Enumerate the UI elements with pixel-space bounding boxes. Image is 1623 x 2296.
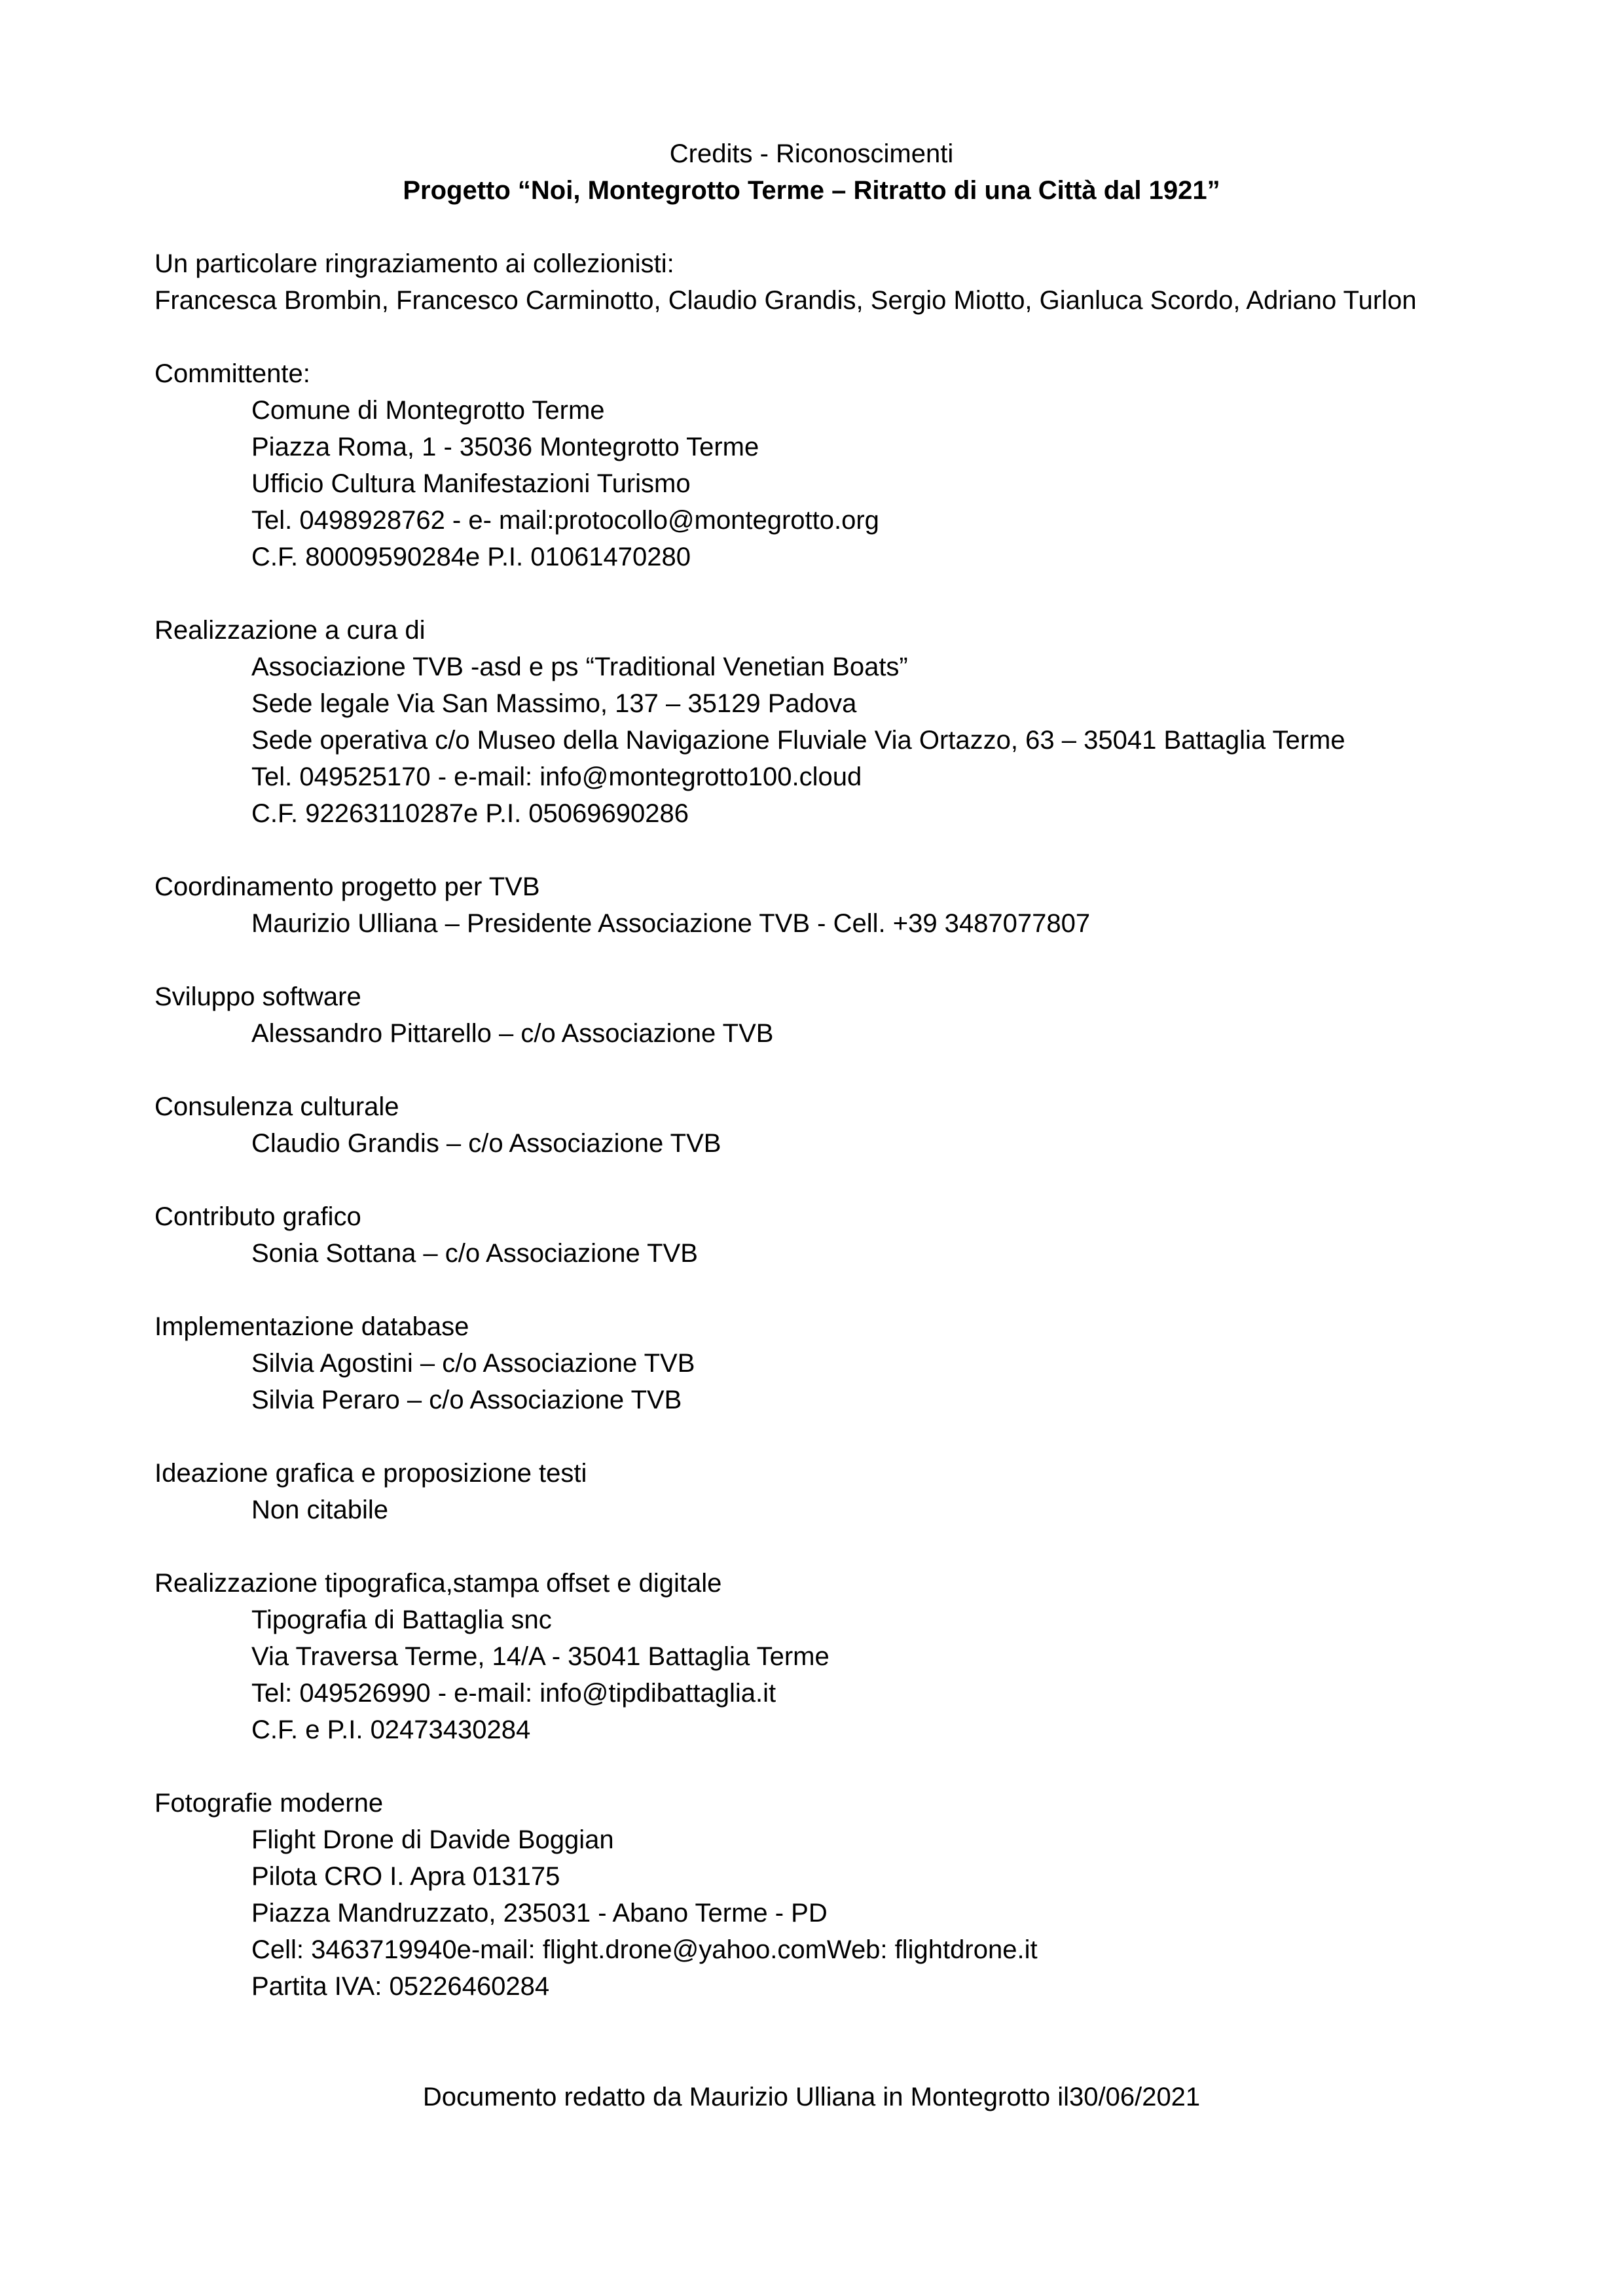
section-line: Silvia Peraro – c/o Associazione TVB xyxy=(251,1386,682,1414)
section-line: Non citabile xyxy=(251,1496,389,1524)
section-heading: Realizzazione a cura di xyxy=(155,616,426,645)
section-committente xyxy=(155,355,1595,575)
section-heading: Realizzazione tipografica,stampa offset e digitale xyxy=(155,1569,722,1598)
section-realizzazione-tipografica xyxy=(155,1565,1595,1748)
section-contributo-grafico xyxy=(155,1198,1595,1272)
section-line: Silvia Agostini – c/o Associazione TVB xyxy=(251,1349,695,1378)
section-heading: Sviluppo software xyxy=(155,982,361,1011)
section-line: Partita IVA: 05226460284 xyxy=(251,1972,550,2001)
section-line: Via Traversa Terme, 14/A - 35041 Battaglia Terme xyxy=(251,1642,830,1671)
section-line: Sonia Sottana – c/o Associazione TVB xyxy=(251,1239,698,1268)
collectors-names: Francesca Brombin, Francesco Carminotto, Claudio Grandis, Sergio Miotto, Gianluca Scordo, Adriano Turlon xyxy=(155,286,1417,315)
section-ideazione-grafica xyxy=(155,1455,1595,1528)
section-line: Cell: 3463719940e-mail: flight.drone@yahoo.comWeb: flightdrone.it xyxy=(251,1935,1038,1964)
document-body xyxy=(155,245,1595,2041)
section-heading: Implementazione database xyxy=(155,1312,469,1341)
section-line: Alessandro Pittarello – c/o Associazione TVB xyxy=(251,1019,774,1048)
section-line: C.F. 92263110287e P.I. 05069690286 xyxy=(251,799,689,828)
section-realizzazione xyxy=(155,612,1595,832)
section-heading: Coordinamento progetto per TVB xyxy=(155,872,540,901)
section-line: C.F. 80009590284e P.I. 01061470280 xyxy=(251,543,691,571)
section-line: Sede operativa c/o Museo della Navigazione Fluviale Via Ortazzo, 63 – 35041 Battaglia Terme xyxy=(251,726,1345,755)
document-title: Credits - Riconoscimenti xyxy=(669,139,954,168)
section-sviluppo-software xyxy=(155,978,1595,1052)
section-line: Tel: 049526990 - e-mail: info@tipdibattaglia.it xyxy=(251,1679,776,1708)
section-line: Tipografia di Battaglia snc xyxy=(251,1605,552,1634)
section-heading: Consulenza culturale xyxy=(155,1092,399,1121)
section-heading: Ideazione grafica e proposizione testi xyxy=(155,1459,587,1488)
collectors-heading: Un particolare ringraziamento ai collezionisti: xyxy=(155,249,674,278)
section-line: Associazione TVB -asd e ps “Traditional Venetian Boats” xyxy=(251,653,908,681)
section-line: Tel. 0498928762 - e- mail:protocollo@montegrotto.org xyxy=(251,506,879,535)
section-consulenza-culturale xyxy=(155,1088,1595,1162)
section-line: Ufficio Cultura Manifestazioni Turismo xyxy=(251,469,691,498)
section-implementazione-database xyxy=(155,1308,1595,1418)
section-heading: Committente: xyxy=(155,359,310,388)
section-line: Comune di Montegrotto Terme xyxy=(251,396,605,425)
section-line: Maurizio Ulliana – Presidente Associazione TVB - Cell. +39 3487077807 xyxy=(251,909,1091,938)
document-footer: Documento redatto da Maurizio Ulliana in Montegrotto il30/06/2021 xyxy=(422,2083,1201,2111)
collectors-section xyxy=(155,245,1595,319)
section-heading: Contributo grafico xyxy=(155,1202,361,1231)
section-fotografie-moderne xyxy=(155,1785,1595,2005)
section-line: Piazza Roma, 1 - 35036 Montegrotto Terme xyxy=(251,433,759,461)
section-heading: Fotografie moderne xyxy=(155,1789,384,1818)
section-line: Piazza Mandruzzato, 235031 - Abano Terme - PD xyxy=(251,1899,828,1928)
section-line: Flight Drone di Davide Boggian xyxy=(251,1825,614,1854)
section-line: Sede legale Via San Massimo, 137 – 35129 Padova xyxy=(251,689,857,718)
section-line: Pilota CRO I. Apra 013175 xyxy=(251,1862,560,1891)
project-title: Progetto “Noi, Montegrotto Terme – Ritratto di una Città dal 1921” xyxy=(403,176,1220,205)
section-line: Tel. 049525170 - e-mail: info@montegrotto100.cloud xyxy=(251,762,862,791)
section-coordinamento xyxy=(155,869,1595,942)
section-line: Claudio Grandis – c/o Associazione TVB xyxy=(251,1129,721,1158)
section-line: C.F. e P.I. 02473430284 xyxy=(251,1715,531,1744)
